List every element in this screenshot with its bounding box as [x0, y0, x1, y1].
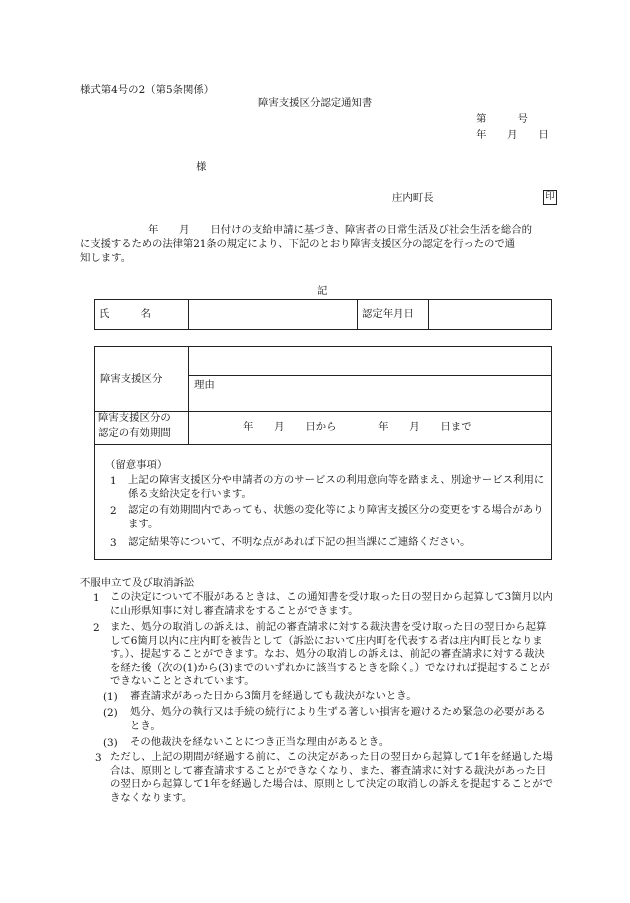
document-number: 第 号 [476, 113, 528, 125]
appeal-paragraph-3: ただし、上記の期間が経過する前に、この決定があった日の翌日から起算して1年を経過した場合は、原則として審査請求することができなくなり、また、審査請求に対する裁決があった日の翌日から起算して1年を経過した場合は、原則として決定の取消しの訴えを提起することができなくなります。 [110, 751, 554, 804]
ki-label: 記 [317, 285, 328, 297]
appeal-sub-number: (2) [103, 707, 118, 719]
note-number: 3 [110, 537, 117, 549]
appeal-paragraph-2: また、処分の取消しの訴えは、前記の審査請求に対する裁決書を受け取った日の翌日から起算して6箇月以内に庄内町を被告として（訴訟において庄内町を代表する者は庄内町長となります。）、提起することができます。なお、処分の取消しの訴えは、前記の審査請求に対する裁決を経た後（次の(1)から(3)までのいずれかに該当するときを除く。）でなければ提起することができないこととされています。 [110, 621, 550, 688]
appeal-sub-item-1: 審査請求があった日から3箇月を経過しても裁決がないとき。 [130, 690, 417, 702]
appeal-number: 2 [93, 622, 100, 634]
validity-period: 年 月 日から 年 月 日まで [243, 421, 472, 433]
appeal-sub-number: (3) [103, 737, 118, 749]
appeal-number: 1 [93, 592, 100, 604]
intro-line-3: 知します。 [80, 252, 132, 264]
note-number: 1 [110, 475, 117, 487]
note-number: 2 [110, 505, 117, 517]
applicant-table [94, 299, 552, 330]
validity-label-1: 障害支援区分の [98, 412, 171, 424]
appeal-sub-item-2: 処分、処分の執行又は手続の続行により生ずる著しい損害を避けるため緊急の必要があるとき。 [130, 706, 546, 732]
support-category-label: 障害支援区分 [100, 373, 163, 385]
document-date: 年 月 日 [476, 129, 549, 141]
appeal-heading: 不服申立て及び取消訴訟 [80, 577, 195, 589]
intro-line-2: に支援するための法律第21条の規定により、下記のとおり障害支援区分の認定を行ったので通 [80, 238, 515, 250]
validity-label-2: 認定の有効期間 [98, 427, 171, 439]
notes-heading: （留意事項） [105, 459, 168, 471]
seal-mark: 印 [543, 190, 557, 205]
note-item-2: 認定の有効期間内であっても、状態の変化等により障害支援区分の変更をする場合があります。 [128, 504, 544, 530]
appeal-paragraph-1: この決定について不服があるときは、この通知書を受け取った日の翌日から起算して3箇月以内に山形県知事に対し審査請求をすることができます。 [110, 591, 553, 617]
appeal-number: 3 [95, 752, 102, 764]
note-item-3: 認定結果等について、不明な点があれば下記の担当課にご連絡ください。 [128, 536, 471, 548]
approval-date-label: 認定年月日 [362, 308, 414, 320]
name-label: 氏 名 [99, 308, 151, 320]
reason-label: 理由 [194, 379, 215, 391]
intro-line-1: 年 月 日付けの支給申請に基づき、障害者の日常生活及び社会生活を総合的 [148, 224, 533, 236]
recipient-suffix: 様 [196, 161, 207, 173]
issuer-name: 庄内町長 [392, 192, 434, 204]
form-number: 様式第4号の2（第5条関係） [80, 84, 215, 96]
appeal-sub-item-3: その他裁決を経ないことにつき正当な理由があるとき。 [130, 736, 390, 748]
document-title: 障害支援区分認定通知書 [258, 97, 373, 109]
appeal-sub-number: (1) [103, 691, 118, 703]
note-item-1: 上記の障害支援区分や申請者の方のサービスの利用意向等を踏まえ、別途サービス利用に係る支給決定を行います。 [128, 474, 545, 500]
